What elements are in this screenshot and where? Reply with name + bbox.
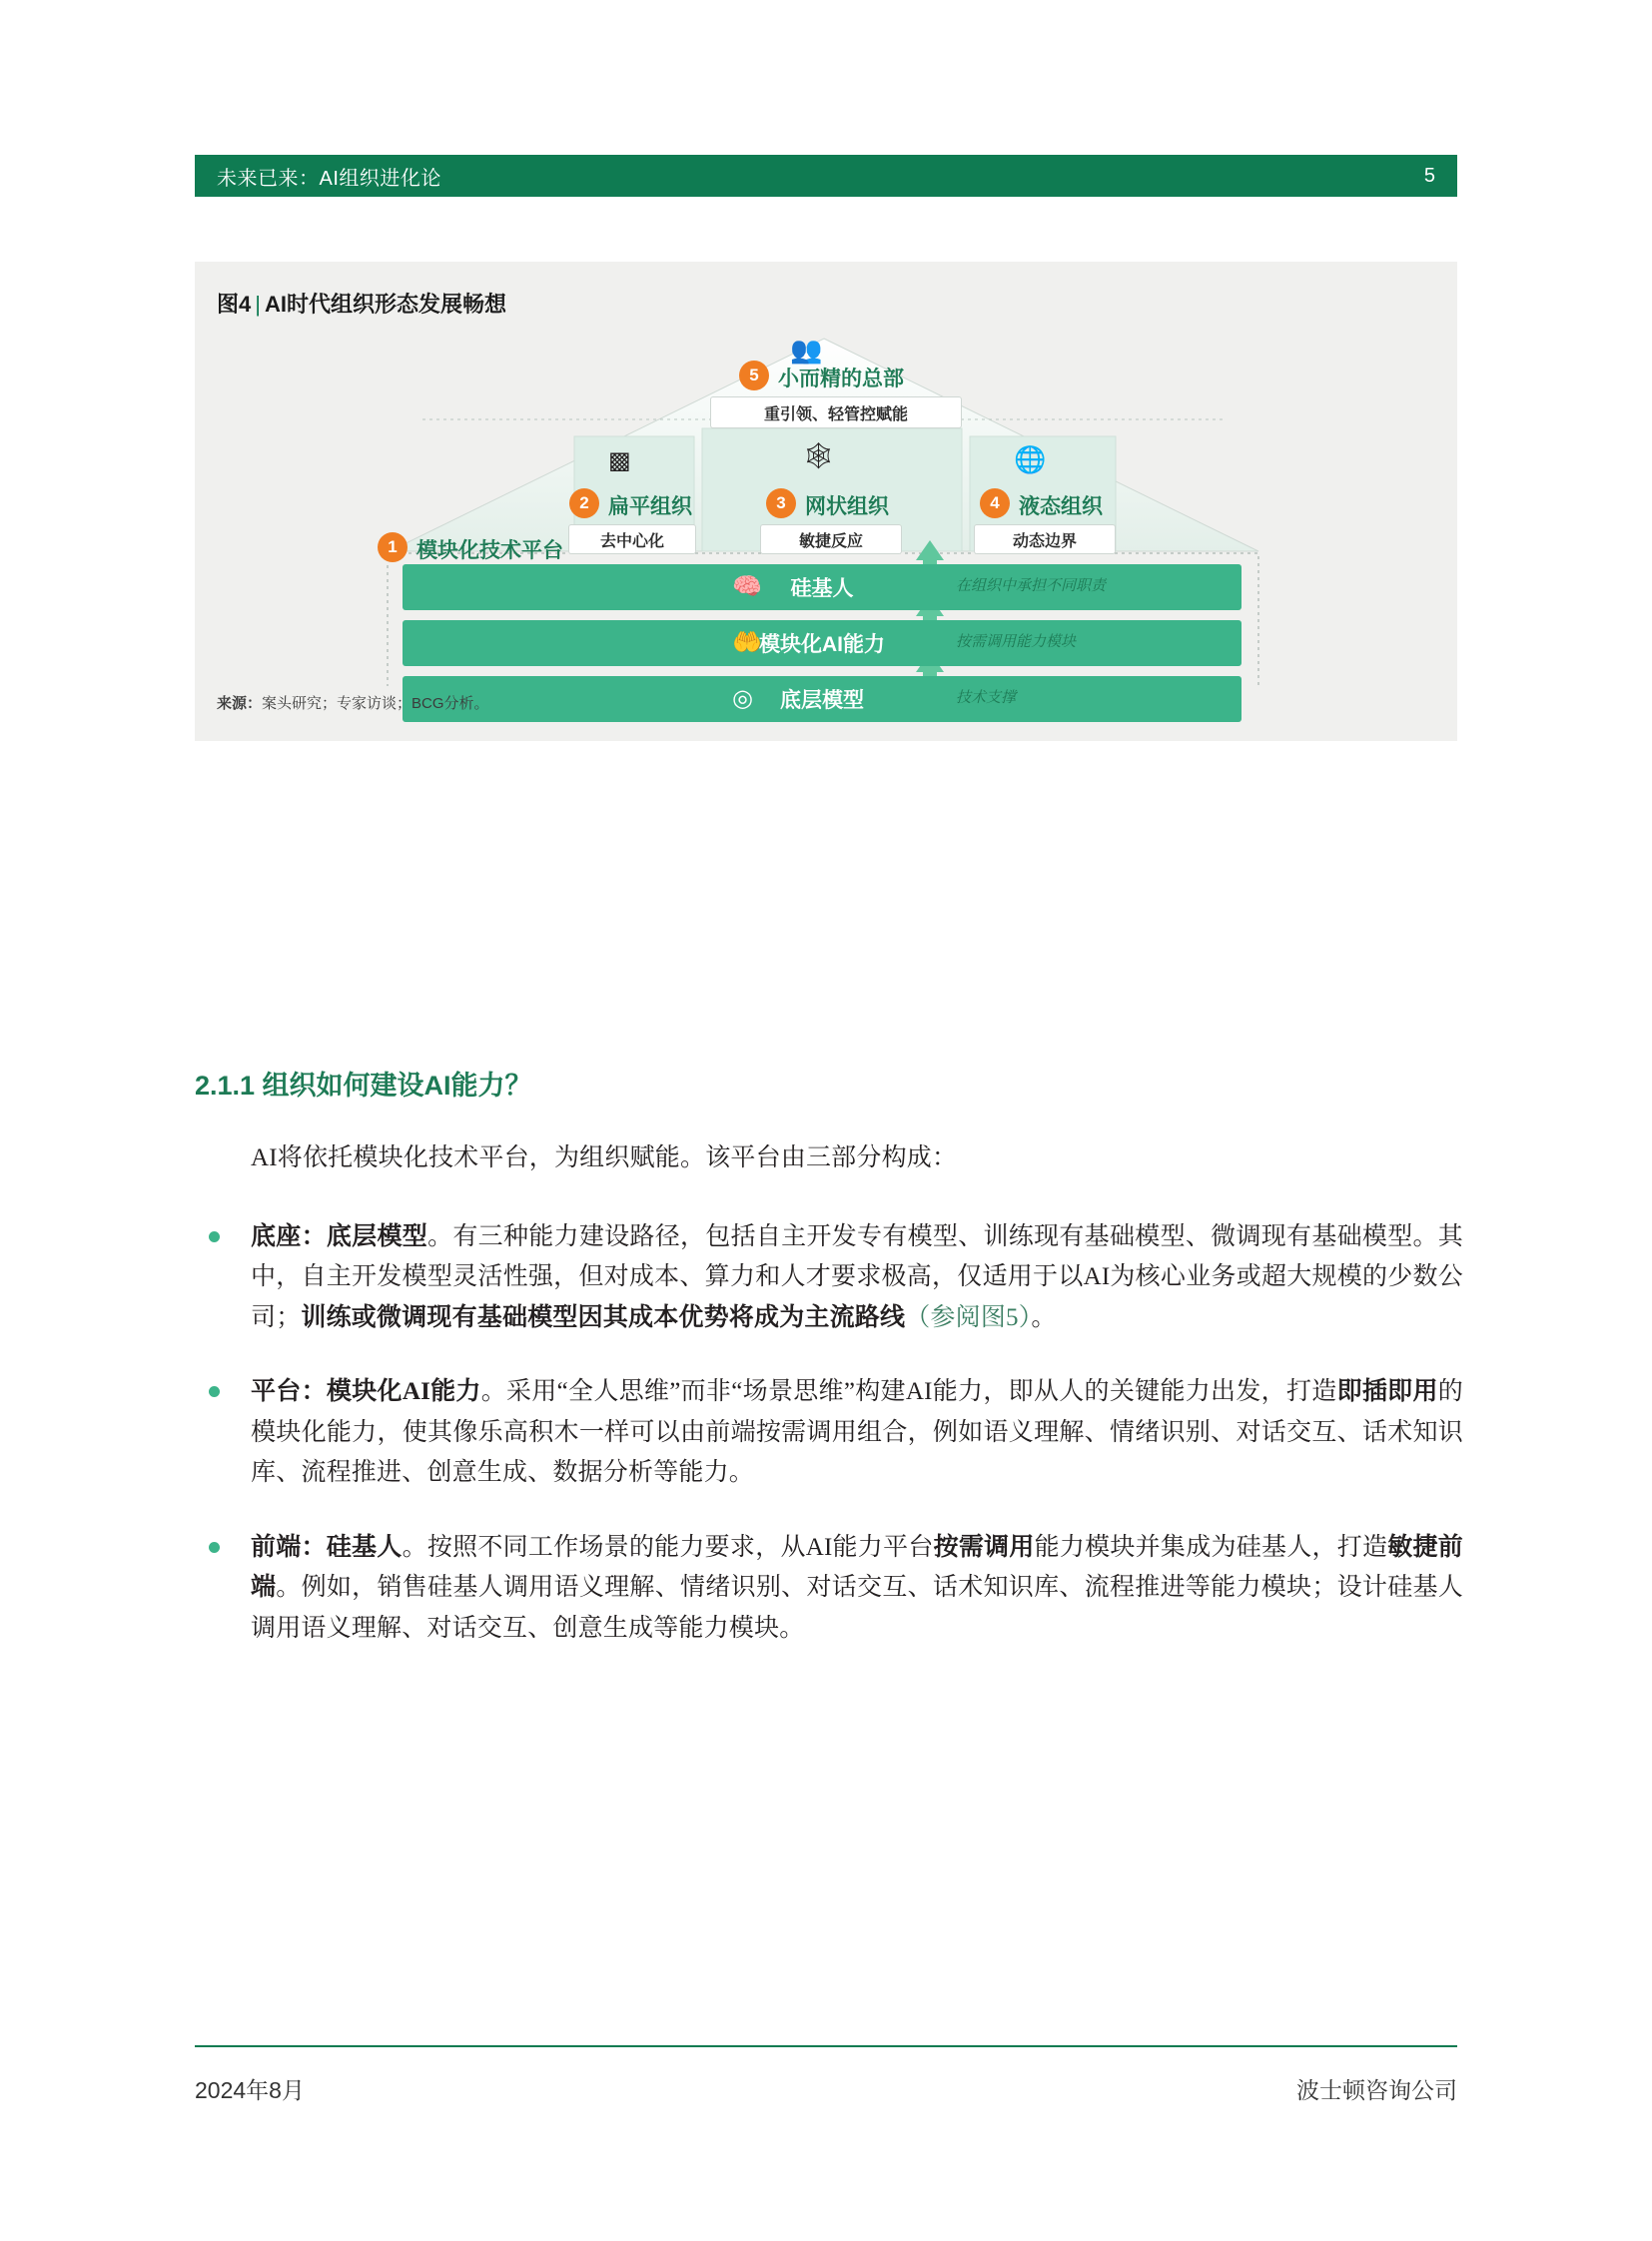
- layer-bar-modular-ai: [403, 620, 1241, 666]
- node-title-hq: 小而精的总部: [778, 368, 904, 390]
- bullet-bold-platform-2: 即插即用: [1336, 1378, 1438, 1405]
- node-pill-liquid: 动态边界: [974, 524, 1116, 554]
- node-number-4: 4: [980, 488, 1010, 518]
- network-mesh-icon: 🕸: [802, 440, 836, 470]
- bullet-ref-foundation: （参阅图5）: [905, 1303, 1032, 1331]
- page-number: 5: [1423, 164, 1435, 187]
- layer-bar-silicon-human: [403, 564, 1241, 610]
- hand-capability-icon: 🤲: [732, 629, 762, 656]
- silicon-head-icon: 🧠: [732, 573, 762, 600]
- bullet-item-foundation: [195, 1217, 1463, 1339]
- bullet-item-frontend: [195, 1528, 1463, 1650]
- node-title-liquid: 液态组织: [1019, 495, 1103, 518]
- exhibit-source: [217, 692, 489, 713]
- node-number-1: 1: [378, 532, 408, 562]
- layer-note-silicon-human: 在组织中承担不同职责: [956, 577, 1107, 594]
- org-chart-icon: ▩: [608, 447, 631, 474]
- exhibit-title-text: AI时代组织形态发展畅想: [264, 292, 506, 317]
- bullet-dot-icon: [209, 1231, 220, 1242]
- node-pill-network: 敏捷反应: [760, 524, 902, 554]
- brain-model-icon: ◎: [732, 685, 753, 712]
- platform-label: 模块化技术平台: [416, 539, 563, 562]
- layer-bar-foundation-model: [403, 676, 1241, 722]
- bullet-dot-icon: [209, 1386, 220, 1397]
- bullet-lead-platform: 平台：模块化AI能力: [251, 1378, 481, 1405]
- footer-date: 2024年8月: [195, 2077, 305, 2103]
- page-header-title: 未来已来：AI组织进化论: [217, 167, 441, 190]
- exhibit-container: [195, 262, 1457, 741]
- bullet-tail-foundation: 。: [1031, 1303, 1057, 1331]
- bullet-text-platform-2: 的模块化能力，使其像乐高积木一样可以由前端按需调用组合，例如语义理解、情绪识别、对话交互、话术知识库、流程推进、创意生成、数据分析等能力。: [251, 1378, 1463, 1486]
- footer-divider: [195, 2045, 1457, 2047]
- exhibit-source-label: 来源：: [217, 695, 263, 712]
- bullet-bold-frontend-3: 敏捷前端: [251, 1533, 1463, 1601]
- node-number-5: 5: [739, 361, 769, 390]
- exhibit-title-divider: |: [255, 292, 261, 317]
- layer-note-modular-ai: 按需调用能力模块: [956, 633, 1077, 650]
- bullet-text-foundation-1: 。有三种能力建设路径，包括自主开发专有模型、训练现有基础模型、微调现有基础模型。其中，自主开发模型灵活性强，但对成本、算力和人才要求极高，仅适用于以AI为核心业务或超大规模的少数公司；: [251, 1222, 1463, 1331]
- bullet-lead-frontend: 前端：硅基人: [251, 1533, 403, 1561]
- node-pill-hq: 重引领、轻管控赋能: [710, 396, 962, 428]
- node-number-2: 2: [569, 488, 599, 518]
- footer-company: 波士顿咨询公司: [1296, 2077, 1457, 2103]
- node-pill-flat: 去中心化: [568, 524, 696, 554]
- layer-label-modular-ai: 模块化AI能力: [759, 633, 885, 656]
- bullet-text-frontend-3: 。例如，销售硅基人调用语义理解、情绪识别、对话交互、话术知识库、流程推进等能力模块；设计硅基人调用语义理解、对话交互、创意生成等能力模块。: [251, 1574, 1463, 1642]
- bullet-text-frontend-1: 。按照不同工作场景的能力要求，从AI能力平台: [402, 1533, 934, 1561]
- exhibit-title: [217, 288, 506, 319]
- bullet-bold-frontend-2: 按需调用: [933, 1533, 1035, 1561]
- bullet-dot-icon: [209, 1542, 220, 1553]
- exhibit-source-text: 案头研究；专家访谈；BCG分析。: [262, 695, 489, 712]
- node-title-flat: 扁平组织: [608, 495, 692, 518]
- bullet-bold-foundation-2: 训练或微调现有基础模型因其成本优势将成为主流路线: [301, 1303, 906, 1331]
- bullet-text-frontend-2: 能力模块并集成为硅基人，打造: [1034, 1533, 1388, 1561]
- fluid-blob-icon: 🌐: [1014, 444, 1047, 474]
- people-group-icon: 👥: [790, 335, 823, 365]
- intro-paragraph: AI将依托模块化技术平台，为组织赋能。该平台由三部分构成：: [251, 1144, 958, 1171]
- node-number-3: 3: [766, 488, 796, 518]
- exhibit-figure-label: 图4: [217, 292, 252, 317]
- bullet-text-platform-1: 。采用“全人思维”而非“场景思维”构建AI能力，即从人的关键能力出发，打造: [480, 1378, 1337, 1405]
- layer-label-foundation-model: 底层模型: [780, 689, 864, 712]
- page-header-bar: [195, 155, 1457, 197]
- node-title-network: 网状组织: [805, 495, 889, 518]
- layer-label-silicon-human: 硅基人: [790, 577, 854, 600]
- layer-note-foundation-model: 技术支撑: [956, 689, 1017, 706]
- bullet-item-platform: [195, 1372, 1463, 1494]
- section-heading: 2.1.1 组织如何建设AI能力？: [195, 1071, 532, 1101]
- body-content: [195, 1138, 1463, 1683]
- bullet-lead-foundation: 底座：底层模型: [251, 1222, 428, 1250]
